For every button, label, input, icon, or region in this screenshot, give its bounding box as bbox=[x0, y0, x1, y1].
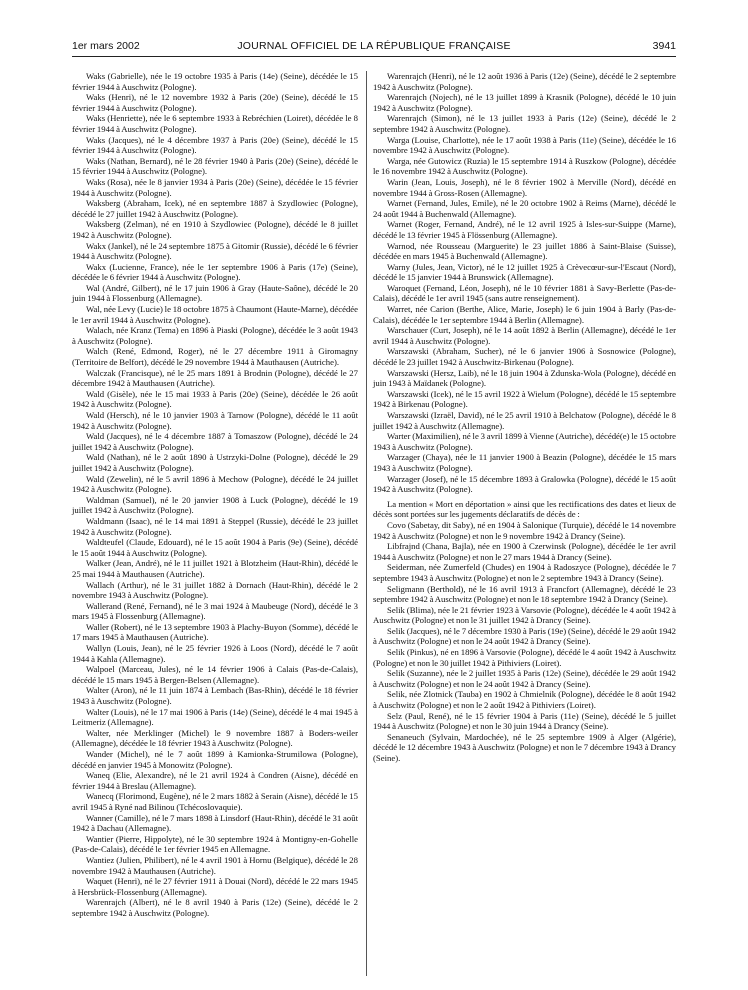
register-entry: Warszawski (Hersz, Laib), né le 18 juin 1904 à Zdunska-Wola (Pologne), décédé en juin 1943 à Maïdanek (Pologne). bbox=[373, 367, 676, 389]
register-entry: Walach, née Kranz (Tema) en 1896 à Piaski (Pologne), décédée le 3 août 1943 à Auschwitz (Pologne). bbox=[72, 325, 358, 346]
register-entry: Senaneuch (Sylvain, Mardochée), né le 25 septembre 1909 à Alger (Algérie), décédé le 12 décembre 1943 à Auschwitz (Pologne) et non le 7 décembre 1943 à Drancy (Seine). bbox=[373, 731, 676, 763]
register-entry: Waldman (Samuel), né le 20 janvier 1908 à Luck (Pologne), décédé le 19 juillet 1942 à Auschwitz (Pologne). bbox=[72, 494, 358, 516]
register-entry: Warnod, née Rousseau (Marguerite) le 23 juillet 1886 à Saint-Blaise (Suisse), décédée en mars 1945 à Buchenwald (Allemagne). bbox=[373, 240, 676, 262]
register-entry: Wanecq (Florimond, Eugène), né le 2 mars 1882 à Serain (Aisne), décédé le 15 avril 1945 à Ryné nad Bilinou (Tchécoslovaquie). bbox=[72, 791, 358, 812]
register-entry: Libfrajnd (Chana, Bajla), née en 1900 à Czerwinsk (Pologne), décédée le 1er avril 1944 à Auschwitz (Pologne) et non le 27 mars 1944 à Drancy (Seine). bbox=[373, 541, 676, 562]
register-entry: Warenrajch (Simon), né le 13 juillet 1933 à Paris (12e) (Seine), décédé le 2 septembre 1942 à Auschwitz (Pologne). bbox=[373, 113, 676, 134]
register-entry: Walter (Aron), né le 11 juin 1874 à Lembach (Bas-Rhin), décédé le 18 février 1943 à Auschwitz (Pologne). bbox=[72, 685, 358, 707]
register-entry: Waks (Rosa), née le 8 janvier 1934 à Paris (20e) (Seine), décédée le 15 février 1944 à Auschwitz (Pologne). bbox=[72, 176, 358, 198]
register-entry: Walker (Jean, André), né le 11 juillet 1921 à Blotzheim (Haut-Rhin), décédé le 25 mai 1944 à Mauthausen (Autriche). bbox=[72, 558, 358, 579]
register-entry: Wallerand (René, Fernand), né le 3 mai 1924 à Maubeuge (Nord), décédé le 3 mars 1945 à Flossenburg (Allemagne). bbox=[72, 600, 358, 622]
register-entry: Warzager (Josef), né le 15 décembre 1893 à Gralowka (Pologne), décédé le 15 août 1942 à Auschwitz (Pologne). bbox=[373, 473, 676, 495]
register-entry: Wallyn (Louis, Jean), né le 25 février 1926 à Loos (Nord), décédé le 7 août 1944 à Kahla (Allemagne). bbox=[72, 643, 358, 664]
header-date: 1er mars 2002 bbox=[72, 40, 140, 52]
register-entry: Warenrajch (Henri), né le 12 août 1936 à Paris (12e) (Seine), décédé le 2 septembre 1942 à Auschwitz (Pologne). bbox=[373, 71, 676, 92]
left-column bbox=[72, 71, 358, 919]
register-entry: Walczak (Francisque), né le 25 mars 1891 à Brodnin (Pologne), décédé le 27 décembre 1942 à Mauthausen (Autriche). bbox=[72, 367, 358, 389]
header-title: JOURNAL OFFICIEL DE LA RÉPUBLIQUE FRANÇAISE bbox=[237, 40, 511, 52]
register-entry: Waks (Gabrielle), née le 19 octobre 1935 à Paris (14e) (Seine), décédée le 15 février 1944 à Auschwitz (Pologne). bbox=[72, 71, 358, 92]
register-entry: Waks (Henriette), née le 6 septembre 1933 à Rebréchien (Loiret), décédée le 8 février 1944 à Auschwitz (Pologne). bbox=[72, 113, 358, 134]
register-entry: Seiderman, née Zumerfeld (Chudes) en 1904 à Radoszyce (Pologne), décédée le 7 septembre 1943 à Auschwitz (Pologne) et non le 2 septembre 1943 à Drancy (Seine). bbox=[373, 562, 676, 583]
register-entry: Wander (Michel), né le 7 août 1899 à Kamionka-Strumilowa (Pologne), décédé en janvier 1945 à Monowitz (Pologne). bbox=[72, 749, 358, 770]
register-entry: Warszawski (Izraël, David), né le 25 avril 1910 à Belchatow (Pologne), décédé le 8 juillet 1942 à Auschwitz (Allemagne). bbox=[373, 410, 676, 431]
register-entry: Selik, née Zlotnick (Tauba) en 1902 à Chmielnik (Pologne), décédée le 8 août 1942 à Auschwitz (Pologne) et non le 2 août 1942 à Pithiviers (Loiret). bbox=[373, 689, 676, 711]
register-entry: Waldteufel (Claude, Edouard), né le 15 août 1904 à Paris (9e) (Seine), décédé le 15 août 1944 à Auschwitz (Pologne). bbox=[72, 537, 358, 558]
section-intro: La mention « Mort en déportation » ainsi que les rectifications des dates et lieux de décès sont portées sur les jugements déclaratifs de décès de : bbox=[373, 498, 676, 520]
register-entry: Walter, née Merklinger (Michel) le 9 novembre 1887 à Boders-weiler (Allemagne), décédée le 18 février 1943 à Auschwitz (Pologne). bbox=[72, 727, 358, 749]
register-entry: Wald (Hersch), né le 10 janvier 1903 à Tarnow (Pologne), décédé le 11 août 1942 à Auschwitz (Pologne). bbox=[72, 410, 358, 431]
register-entry: Waroquet (Fernand, Léon, Joseph), né le 10 février 1881 à Savy-Berlette (Pas-de-Calais), décédé le 1er avril 1945 (sans autre renseignement). bbox=[373, 282, 676, 304]
register-entry: Seligmann (Berthold), né le 16 avril 1913 à Francfort (Allemagne), décédé le 23 septembre 1942 à Auschwitz (Pologne) et non le 18 septembre 1942 à Drancy (Seine). bbox=[373, 583, 676, 605]
header-rule bbox=[72, 56, 676, 57]
register-entry: Walch (René, Edmond, Roger), né le 27 décembre 1911 à Giromagny (Territoire de Belfort), décédé le 29 novembre 1944 à Mauthausen (Autriche). bbox=[72, 346, 358, 368]
register-entry: Walter (Louis), né le 17 mai 1906 à Paris (14e) (Seine), décédé le 4 mai 1945 à Leitmeriz (Allemagne). bbox=[72, 706, 358, 728]
register-entry: Waks (Henri), né le 12 novembre 1932 à Paris (20e) (Seine), décédé le 15 février 1944 à Auschwitz (Pologne). bbox=[72, 92, 358, 113]
register-entry: Wakx (Jankel), né le 24 septembre 1875 à Gitomir (Russie), décédé le 6 février 1944 à Auschwitz (Pologne). bbox=[72, 240, 358, 262]
register-entry: Wald (Nathan), né le 2 août 1890 à Ustrzyki-Dolne (Pologne), décédé le 29 juillet 1942 à Auschwitz (Pologne). bbox=[72, 452, 358, 473]
register-entry: Wald (Gisèle), née le 15 mai 1933 à Paris (20e) (Seine), décédée le 26 août 1942 à Auschwitz (Pologne). bbox=[72, 388, 358, 410]
register-entry: Warin (Jean, Louis, Joseph), né le 8 février 1902 à Merville (Nord), décédé en novembre 1944 à Gross-Rosen (Allemagne). bbox=[373, 176, 676, 198]
register-entry: Waldmann (Isaac), né le 14 mai 1891 à Steppel (Russie), décédé le 23 juillet 1942 à Auschwitz (Pologne). bbox=[72, 515, 358, 537]
register-entry: Warga (Louise, Charlotte), née le 17 août 1938 à Paris (11e) (Seine), décédée le 16 novembre 1942 à Auschwitz (Pologne). bbox=[373, 134, 676, 156]
register-entry: Walpoel (Marceau, Jules), né le 14 février 1906 à Calais (Pas-de-Calais), décédé le 15 mars 1945 à Bergen-Belsen (Allemagne). bbox=[72, 664, 358, 685]
register-entry: Covo (Sabetay, dit Saby), né en 1904 à Salonique (Turquie), décédé le 14 novembre 1942 à Auschwitz (Pologne) et non le 9 novembre 1942 à Drancy (Seine). bbox=[373, 519, 676, 541]
register-entry: Waks (Jacques), né le 4 décembre 1937 à Paris (20e) (Seine), décédé le 15 février 1944 à Auschwitz (Pologne). bbox=[72, 134, 358, 156]
register-entry: Waksberg (Abraham, Icek), né en septembre 1887 à Szydlowiec (Pologne), décédé le 27 juillet 1942 à Auschwitz (Pologne). bbox=[72, 198, 358, 219]
register-entry: Waksberg (Zelman), né en 1910 à Szydlowiec (Pologne), décédé le 8 juillet 1942 à Auschwitz (Pologne). bbox=[72, 219, 358, 240]
header-page-number: 3941 bbox=[652, 40, 676, 52]
register-entry: Wald (Zewelin), né le 5 avril 1896 à Mechow (Pologne), décédé le 24 juillet 1942 à Auschwitz (Pologne). bbox=[72, 473, 358, 495]
register-entry: Wakx (Lucienne, France), née le 1er septembre 1906 à Paris (17e) (Seine), décédée le 6 février 1944 à Auschwitz (Pologne). bbox=[72, 261, 358, 283]
register-entry: Wantiez (Julien, Philibert), né le 4 avril 1901 à Hornu (Belgique), décédé le 28 novembre 1942 à Mauthausen (Autriche). bbox=[72, 854, 358, 876]
register-entry: Wal (André, Gilbert), né le 17 juin 1906 à Gray (Haute-Saône), décédé le 20 juin 1944 à Flossenburg (Allemagne). bbox=[72, 282, 358, 304]
register-entry: Warszawski (Abraham, Sucher), né le 6 janvier 1906 à Sosnowice (Pologne), décédé le 23 juillet 1942 à Auschwitz-Birkenau (Pologne). bbox=[373, 346, 676, 368]
register-entry: Warenrajch (Albert), né le 8 avril 1940 à Paris (12e) (Seine), décédé le 2 septembre 1942 à Auschwitz (Pologne). bbox=[72, 897, 358, 918]
register-entry: Waks (Nathan, Bernard), né le 28 février 1940 à Paris (20e) (Seine), décédé le 15 février 1944 à Auschwitz (Pologne). bbox=[72, 155, 358, 177]
register-entry: Selik (Suzanne), née le 2 juillet 1935 à Paris (12e) (Seine), décédée le 29 août 1942 à Auschwitz (Pologne) et non le 24 août 1942 à Drancy (Seine). bbox=[373, 668, 676, 689]
register-entry: Wallach (Arthur), né le 31 juillet 1882 à Dornach (Haut-Rhin), décédé le 2 novembre 1943 à Auschwitz (Pologne). bbox=[72, 579, 358, 601]
register-entry: Warzager (Chaya), née le 11 janvier 1900 à Beazin (Pologne), décédée le 15 mars 1943 à Auschwitz (Pologne). bbox=[373, 452, 676, 473]
register-entry: Warga, née Gutowicz (Ruzia) le 15 septembre 1914 à Ruszkow (Pologne), décédée le 16 novembre 1942 à Auschwitz (Pologne). bbox=[373, 155, 676, 177]
right-column bbox=[373, 71, 676, 764]
register-entry: Waquet (Henri), né le 27 février 1911 à Douai (Nord), décédé le 22 mars 1945 à Hersbrück-Flossenburg (Allemagne). bbox=[72, 876, 358, 897]
register-entry: Wald (Jacques), né le 4 décembre 1887 à Tomaszow (Pologne), décédé le 24 juillet 1942 à Auschwitz (Pologne). bbox=[72, 431, 358, 452]
register-entry: Selik (Jacques), né le 7 décembre 1930 à Paris (19e) (Seine), décédé le 29 août 1942 à Auschwitz (Pologne) et non le 24 août 1942 à Drancy (Seine). bbox=[373, 625, 676, 647]
register-entry: Warszawski (Icek), né le 15 avril 1922 à Wielum (Pologne), décédé le 15 septembre 1942 à Birkenau (Pologne). bbox=[373, 388, 676, 410]
register-entry: Selz (Paul, René), né le 15 février 1904 à Paris (11e) (Seine), décédé le 5 juillet 1944 à Auschwitz (Pologne) et non le 30 juin 1944 à Drancy (Seine). bbox=[373, 710, 676, 732]
column-divider bbox=[366, 71, 367, 976]
register-entry: Wantier (Pierre, Hippolyte), né le 30 septembre 1924 à Montigny-en-Gohelle (Pas-de-Calais), décédé le 1er février 1945 en Allemagne. bbox=[72, 833, 358, 855]
register-entry: Warschauer (Curt, Joseph), né le 14 août 1892 à Berlin (Allemagne), décédé le 1er avril 1944 à Auschwitz (Pologne). bbox=[373, 325, 676, 346]
register-entry: Selik (Pinkus), né en 1896 à Varsovie (Pologne), décédé le 4 août 1942 à Auschwitz (Pologne) et non le 30 juillet 1942 à Pithiviers (Loiret). bbox=[373, 647, 676, 668]
register-entry: Selik (Blima), née le 21 février 1923 à Varsovie (Pologne), décédée le 4 août 1942 à Auschwitz (Pologne) et non le 31 juillet 1942 à Drancy (Seine). bbox=[373, 604, 676, 626]
register-entry: Wanner (Camille), né le 7 mars 1898 à Linsdorf (Haut-Rhin), décédé le 31 août 1942 à Dachau (Allemagne). bbox=[72, 812, 358, 834]
register-entry: Warret, née Carion (Berthe, Alice, Marie, Joseph) le 6 juin 1904 à Barly (Pas-de-Calais), décédée le 1er septembre 1944 à Berlin (Allemagne). bbox=[373, 304, 676, 325]
register-entry: Wal, née Levy (Lucie) le 18 octobre 1875 à Chaumont (Haute-Marne), décédée le 1er avril 1944 à Auschwitz (Pologne). bbox=[72, 304, 358, 325]
register-entry: Warenrajch (Nojech), né le 13 juillet 1899 à Krasnik (Pologne), décédé le 10 juin 1942 à Auschwitz (Pologne). bbox=[373, 92, 676, 113]
register-entry: Warnet (Fernand, Jules, Emile), né le 20 octobre 1902 à Reims (Marne), décédé le 24 août 1944 à Buchenwald (Allemagne). bbox=[373, 198, 676, 219]
register-entry: Warter (Maximilien), né le 3 avril 1899 à Vienne (Autriche), décédé(e) le 15 octobre 1943 à Auschwitz (Pologne). bbox=[373, 431, 676, 452]
register-entry: Waneq (Elie, Alexandre), né le 21 avril 1924 à Condren (Aisne), décédé en février 1944 à Breslau (Allemagne). bbox=[72, 770, 358, 791]
register-entry: Warnet (Roger, Fernand, André), né le 12 avril 1925 à Isles-sur-Suippe (Marne), décédé le 13 février 1945 à Flössenburg (Allemagne). bbox=[373, 219, 676, 240]
register-entry: Waller (Robert), né le 13 septembre 1903 à Plachy-Buyon (Somme), décédé le 17 mars 1945 à Mauthausen (Autriche). bbox=[72, 621, 358, 643]
register-entry: Warny (Jules, Jean, Victor), né le 12 juillet 1925 à Crèvecœur-sur-l'Escaut (Nord), décédé le 15 janvier 1944 à Brunswick (Allemagne). bbox=[373, 261, 676, 283]
